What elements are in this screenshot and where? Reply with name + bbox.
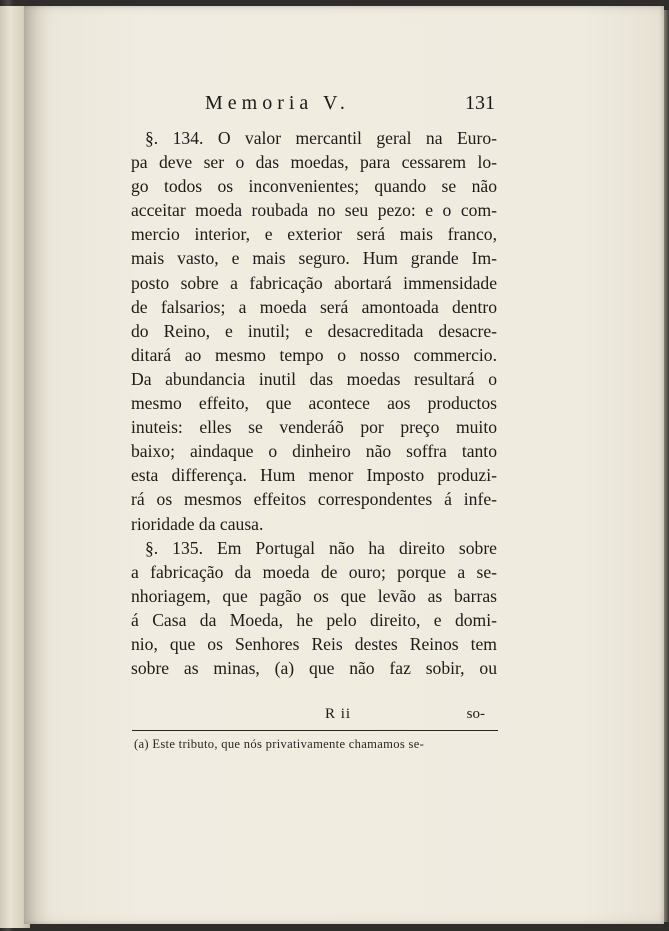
text-line: rioridade da causa. (131, 513, 264, 534)
text-line: posto sobre a fabricação abortará immensidade (131, 272, 497, 293)
page-header (205, 92, 495, 120)
text-line: go todos os inconvenientes; quando se não (131, 176, 497, 197)
text-line: acceitar moeda roubada no seu pezo: e o com- (131, 200, 497, 221)
text-line: do Reino, e inutil; e desacreditada desacre- (131, 320, 497, 341)
text-line: mesmo effeito, que acontece aos productos (131, 393, 497, 414)
text-line: §. 134. O valor mercantil geral na Euro- (145, 128, 497, 148)
text-line: de falsarios; a moeda será amontoada dentro (131, 296, 497, 317)
text-line: esta differença. Hum menor Imposto produzi- (131, 465, 497, 486)
text-line: Da abundancia inutil das moedas resultará o (131, 368, 497, 389)
text-line: a fabricação da moeda de ouro; porque a se- (131, 561, 497, 582)
text-line: inuteis: elles se venderáõ por preço muito (131, 417, 497, 438)
footnote-rule (132, 730, 498, 731)
body-text (131, 126, 497, 680)
signature-mark: R ii (325, 706, 352, 722)
catchword: so- (466, 706, 485, 722)
text-line: §. 135. Em Portugal não ha direito sobre (145, 537, 497, 558)
text-line: rá os mesmos effeitos correspondentes á infe- (131, 489, 497, 510)
text-line: sobre as minas, (a) que não faz sobir, ou (131, 658, 497, 679)
text-line: nio, que os Senhores Reis destes Reinos tem (131, 633, 497, 654)
text-line: pa deve ser o das moedas, para cessarem lo- (131, 152, 497, 173)
footnote: (a) Este tributo, que nós privativamente chamamos se- (134, 737, 425, 751)
text-line: á Casa da Moeda, he pelo direito, e domi- (131, 609, 497, 630)
text-line: baixo; aindaque o dinheiro não soffra tanto (131, 441, 497, 462)
text-line: mais vasto, e mais seguro. Hum grande Im- (131, 248, 497, 269)
text-line: ditará ao mesmo tempo o nosso commercio. (131, 344, 497, 365)
running-title: Memoria V. (205, 92, 350, 114)
text-line: mercio interior, e exterior será mais franco, (131, 224, 497, 245)
page-number: 131 (465, 92, 495, 114)
text-line: nhoriagem, que pagão os que levão as barras (131, 585, 497, 606)
